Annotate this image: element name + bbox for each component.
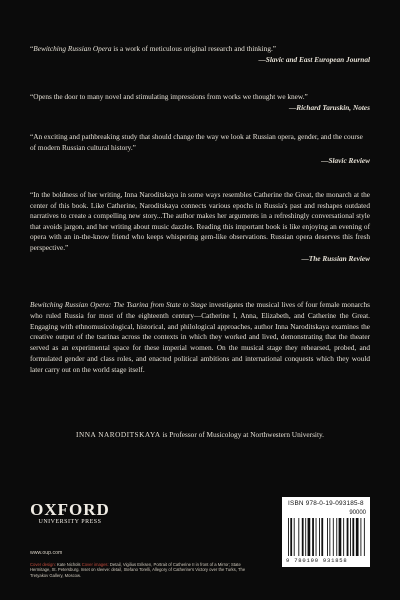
author-bio: INNA NARODITSKAYA is Professor of Musicology at Northwestern University. bbox=[76, 430, 324, 439]
review-quote: “In the boldness of her writing, Inna Naroditskaya in some ways resembles Catherine the Great, the monarch at the center of this book. Like Catherine, Naroditskaya connects various epochs in Russia's past and reshapes outdated narratives to create a compelling new story...The author makes her arguments in a refreshingly conversational style that avoids jargon, and her writing about music dazzles. Reading this important book is like enjoying an evening of opera with an in-the-know friend who keeps whispering gem-like observations. Russian opera deserves this fresh perspective.” bbox=[30, 190, 370, 252]
review-1 bbox=[30, 44, 370, 65]
book-title: Bewitching Russian Opera: The Tsarina from State to Stage bbox=[30, 300, 207, 309]
review-2 bbox=[30, 92, 370, 113]
review-quote: “An exciting and pathbreaking study that should change the way we look at Russian opera, gender, and the course of modern Russian cultural history.” bbox=[30, 132, 363, 152]
publisher-url[interactable]: www.oup.com bbox=[30, 550, 63, 556]
isbn-number: ISBN 978-0-19-093185-8 bbox=[288, 500, 364, 507]
review-attribution: —The Russian Review bbox=[301, 253, 370, 263]
review-3 bbox=[30, 132, 370, 167]
ean-number: 9 780190 931858 bbox=[286, 557, 348, 564]
cover-credits: Cover design: Kate Nichols Cover images: Detail, Vigilius Eriksen, Portrait of Catherine II in front of a Mirror; State Hermitage, St. Petersburg. Inset on sleeve: detail, Stefano Torelli, Allegory of Catherine's Victory over the Turks, The Tretyakov Gallery, Moscow. bbox=[30, 562, 246, 578]
review-quote: “Bewitching Russian Opera is a work of meticulous original research and thinking.” bbox=[30, 44, 277, 53]
book-description: Bewitching Russian Opera: The Tsarina from State to Stage investigates the musical lives of four female monarchs who ruled Russia for most of the eighteenth century—Catherine I, Anna, Elizabeth, and Catherine the Great. Engaging with ethnomusicological, historical, and philological approaches, author Inna Naroditskaya examines the creative output of the tsarinas across the contexts in which they worked and lived, demonstrating that the theater served as an experimental space for these imperial women. On the musical stage they rehearsed, probed, and formulated gender and class roles, and enacted political ambitions and international conquests which they would later carry out on the world stage itself. bbox=[30, 300, 370, 374]
publisher-name: OXFORD bbox=[30, 500, 110, 519]
review-attribution: —Slavic Review bbox=[321, 156, 370, 166]
review-attribution: —Slavic and East European Journal bbox=[258, 54, 370, 64]
oxford-logo bbox=[30, 500, 110, 525]
price-code: 90000 bbox=[349, 510, 366, 516]
author-name: INNA NARODITSKAYA bbox=[76, 430, 161, 439]
barcode-icon bbox=[288, 518, 366, 556]
review-quote: “Opens the door to many novel and stimulating impressions from works we thought we knew.” bbox=[30, 92, 308, 101]
barcode-panel bbox=[282, 497, 370, 567]
review-4 bbox=[30, 190, 370, 264]
publisher-press: UNIVERSITY PRESS bbox=[38, 519, 102, 525]
review-attribution: —Richard Taruskin, Notes bbox=[288, 102, 370, 112]
